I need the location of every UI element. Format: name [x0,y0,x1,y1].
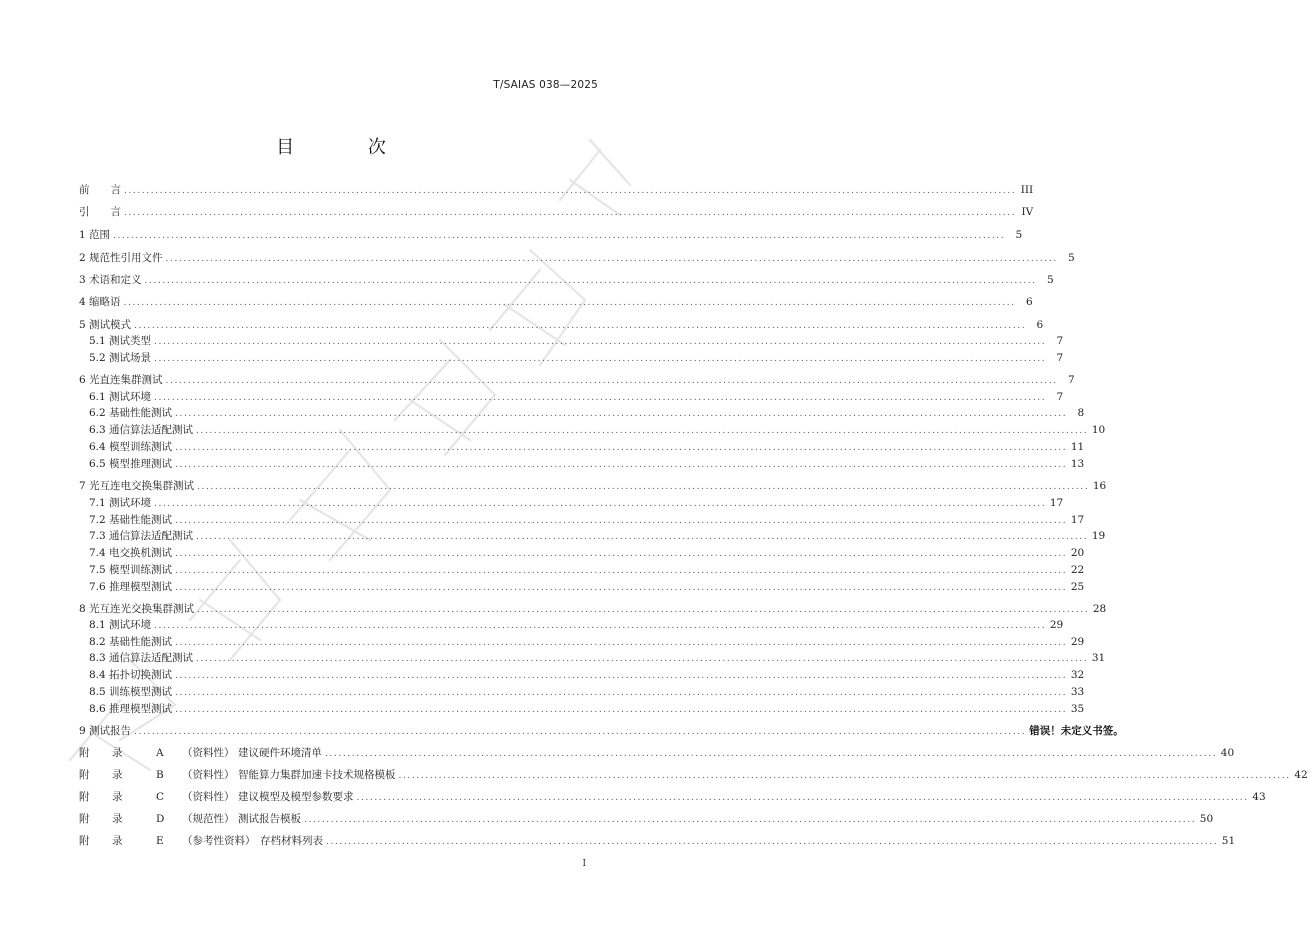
leader-dots: ........................................................................................................................................................................................................ [134,727,1027,737]
toc-entry-page: 13 [1070,458,1085,470]
toc-entry-page: 50 [1199,813,1214,825]
leader-dots: ........................................................................................................................................................................................................ [197,482,1090,492]
toc-entry-label: 7.3 通信算法适配测试 [89,530,194,542]
leader-dots: ........................................................................................................................................................................................................ [113,231,1006,241]
appendix-title: 建议模型及模型参数要求 [238,791,354,803]
toc-entry-label: 5.2 测试场景 [89,352,152,364]
toc-entry-label: 8.4 拓扑切换测试 [89,669,173,681]
toc-entry-page: 6 [1036,319,1044,331]
toc-entry[interactable] [89,562,1085,578]
leader-dots: ........................................................................................................................................................................................................ [124,208,1017,218]
toc-entry-label: 5 测试模式 [79,319,132,331]
toc-entry-page: IV [1021,206,1034,218]
leader-dots: ........................................................................................................................................................................................................ [175,443,1068,453]
toc-entry-label [79,767,396,783]
toc-entry[interactable] [79,272,1054,288]
toc-entry[interactable] [89,350,1064,366]
toc-entry[interactable] [89,545,1085,561]
toc-entry[interactable] [89,634,1085,650]
leader-dots: ........................................................................................................................................................................................................ [175,705,1068,715]
toc-entry-label: 7.6 推理模型测试 [89,581,173,593]
leader-dots: ........................................................................................................................................................................................................ [154,499,1047,509]
toc-entry-page: 19 [1091,530,1106,542]
appendix-word: 附 录 [79,769,129,781]
toc-entry-page: 42 [1294,769,1308,781]
toc-entry-page: 5 [1068,252,1075,264]
appendix-title: 智能算力集群加速卡技术规格模板 [238,769,396,781]
toc-entry-label: 5.1 测试类型 [89,335,152,347]
page-number: I [582,859,586,869]
appendix-title: 存档材料列表 [260,835,323,847]
toc-entry-label: 1 范围 [79,229,111,241]
leader-dots: ........................................................................................................................................................................................................ [123,298,1016,308]
toc-entry-label: 8.2 基础性能测试 [89,636,173,648]
toc-entry-label: 8 光互连光交换集群测试 [79,603,195,615]
toc-entry[interactable] [79,833,1236,849]
toc-entry-label: 7.5 模型训练测试 [89,564,173,576]
toc-entry[interactable] [89,528,1106,544]
appendix-word: 附 录 [79,813,129,825]
toc-entry[interactable] [79,182,1034,198]
toc-entry-page: 17 [1049,497,1064,509]
toc-entry-label: 6.4 模型训练测试 [89,441,173,453]
appendix-letter: E [156,835,164,847]
leader-dots: ........................................................................................................................................................................................................ [175,688,1068,698]
leader-dots: ........................................................................................................................................................................................................ [165,254,1058,264]
appendix-kind: （参考性资料） [182,835,256,847]
toc-entry-page: 7 [1056,335,1064,347]
toc-entry-label [79,833,323,849]
leader-dots: ........................................................................................................................................................................................................ [175,460,1068,470]
leader-dots: ........................................................................................................................................................................................................ [325,749,1218,759]
toc-entry-label [79,745,322,761]
leader-dots: ........................................................................................................................................................................................................ [175,549,1068,559]
toc-entry-label: 6.5 模型推理测试 [89,458,173,470]
toc-entry-page: 43 [1252,791,1266,803]
toc-entry-label: 8.5 训练模型测试 [89,686,173,698]
toc-entry-page: 22 [1070,564,1085,576]
page-title: 目 次 [276,137,420,158]
leader-dots: ........................................................................................................................................................................................................ [154,393,1047,403]
leader-dots: ........................................................................................................................................................................................................ [134,321,1027,331]
toc-entry[interactable] [79,294,1033,310]
toc-entry[interactable] [89,684,1085,700]
appendix-letter: A [156,747,164,759]
toc-entry-page: 32 [1070,669,1085,681]
toc-entry-page: 29 [1070,636,1085,648]
toc-entry-page: 7 [1068,374,1075,386]
toc-entry-label: 前 言 [79,184,121,196]
toc-entry-label: 7 光互连电交换集群测试 [79,480,195,492]
toc-entry-page: 8 [1077,407,1085,419]
toc-entry[interactable] [79,601,1107,617]
toc-entry[interactable] [89,579,1085,595]
toc-entry[interactable] [79,204,1034,220]
leader-dots: ........................................................................................................................................................................................................ [175,516,1068,526]
appendix-title: 建议硬件环境清单 [238,747,322,759]
toc-entry[interactable] [89,422,1106,438]
toc-entry-page: 20 [1070,547,1085,559]
toc-entry[interactable] [79,372,1075,388]
toc-entry[interactable] [89,512,1085,528]
leader-dots: ........................................................................................................................................................................................................ [196,654,1089,664]
toc-entry-page: 5 [1047,274,1054,286]
leader-dots: ........................................................................................................................................................................................................ [175,409,1068,419]
toc-entry-page: 11 [1070,441,1085,453]
leader-dots: ........................................................................................................................................................................................................ [154,337,1047,347]
toc-entry-page: 40 [1220,747,1235,759]
toc-entry[interactable] [89,456,1085,472]
toc-entry[interactable] [79,767,1308,783]
toc-entry[interactable] [79,250,1075,266]
toc-entry[interactable] [89,667,1085,683]
appendix-word: 附 录 [79,747,129,759]
toc-entry-label: 6.1 测试环境 [89,391,152,403]
leader-dots: ........................................................................................................................................................................................................ [197,605,1090,615]
toc-entry[interactable] [79,745,1235,761]
toc-entry-label: 7.1 测试环境 [89,497,152,509]
leader-dots: ........................................................................................................................................................................................................ [124,186,1017,196]
toc-entry-page: 5 [1015,229,1023,241]
toc-entry[interactable] [89,389,1064,405]
leader-dots: ........................................................................................................................................................................................................ [398,771,1291,781]
standard-code: T/SAIAS 038—2025 [493,79,598,91]
leader-dots: ........................................................................................................................................................................................................ [356,793,1249,803]
leader-dots: ........................................................................................................................................................................................................ [175,671,1068,681]
toc-entry[interactable] [89,617,1064,633]
appendix-kind: （资料性） [182,769,235,781]
toc-entry-label: 6.2 基础性能测试 [89,407,173,419]
appendix-letter: C [156,791,165,803]
toc-entry[interactable] [89,495,1064,511]
toc-entry[interactable] [89,405,1085,421]
toc-entry-page: 29 [1049,619,1064,631]
toc-entry[interactable] [89,333,1064,349]
leader-dots: ........................................................................................................................................................................................................ [326,837,1219,847]
appendix-title: 测试报告模板 [238,813,301,825]
appendix-letter: B [156,769,164,781]
leader-dots: ........................................................................................................................................................................................................ [154,621,1047,631]
toc-entry[interactable] [89,439,1085,455]
leader-dots: ........................................................................................................................................................................................................ [196,426,1089,436]
toc-entry-label: 6 光直连集群测试 [79,374,163,386]
toc-entry-label: 8.3 通信算法适配测试 [89,652,194,664]
appendix-kind: （资料性） [182,747,235,759]
toc-entry-page: 33 [1070,686,1085,698]
toc-entry-page: 35 [1070,703,1085,715]
leader-dots: ........................................................................................................................................................................................................ [154,354,1047,364]
toc-entry-page: 10 [1091,424,1106,436]
toc-entry[interactable] [79,723,1124,739]
toc-entry-page: 6 [1026,296,1033,308]
leader-dots: ........................................................................................................................................................................................................ [175,566,1068,576]
toc-entry[interactable] [79,227,1023,243]
toc-entry-label [79,789,354,805]
toc-entry-page: 51 [1221,835,1236,847]
leader-dots: ........................................................................................................................................................................................................ [175,638,1068,648]
toc-entry-page: III [1020,184,1034,196]
toc-entry-page: 17 [1070,514,1085,526]
toc-entry-page: 25 [1070,581,1085,593]
toc-entry[interactable] [79,478,1107,494]
toc-entry-label: 6.3 通信算法适配测试 [89,424,194,436]
toc-entry-page: 7 [1056,352,1064,364]
toc-entry-label: 3 术语和定义 [79,274,142,286]
leader-dots: ........................................................................................................................................................................................................ [304,815,1197,825]
toc-entry-label [79,811,301,827]
leader-dots: ........................................................................................................................................................................................................ [196,532,1089,542]
toc-entry-label: 8.6 推理模型测试 [89,703,173,715]
leader-dots: ........................................................................................................................................................................................................ [144,276,1037,286]
toc-entry-label: 2 规范性引用文件 [79,252,163,264]
leader-dots: ........................................................................................................................................................................................................ [175,583,1068,593]
toc-entry-page: 31 [1091,652,1106,664]
appendix-word: 附 录 [79,791,129,803]
toc-entry[interactable] [79,789,1266,805]
toc-entry[interactable] [79,317,1044,333]
toc-entry-label: 7.4 电交换机测试 [89,547,173,559]
appendix-word: 附 录 [79,835,129,847]
toc-entry-label: 7.2 基础性能测试 [89,514,173,526]
toc-entry-label: 引 言 [79,206,121,218]
toc-entry-page: 7 [1056,391,1064,403]
toc-entry-page: 28 [1092,603,1107,615]
toc-entry[interactable] [89,701,1085,717]
toc-entry[interactable] [89,650,1106,666]
appendix-kind: （资料性） [182,791,235,803]
toc-entry-label: 4 缩略语 [79,296,121,308]
toc-entry-label: 8.1 测试环境 [89,619,152,631]
toc-entry-page: 16 [1092,480,1107,492]
appendix-letter: D [156,813,165,825]
leader-dots: ........................................................................................................................................................................................................ [165,376,1058,386]
toc-entry[interactable] [79,811,1214,827]
toc-entry-label: 9 测试报告 [79,725,132,737]
toc-entry-page: 错误！未定义书签。 [1029,725,1124,737]
appendix-kind: （规范性） [182,813,235,825]
